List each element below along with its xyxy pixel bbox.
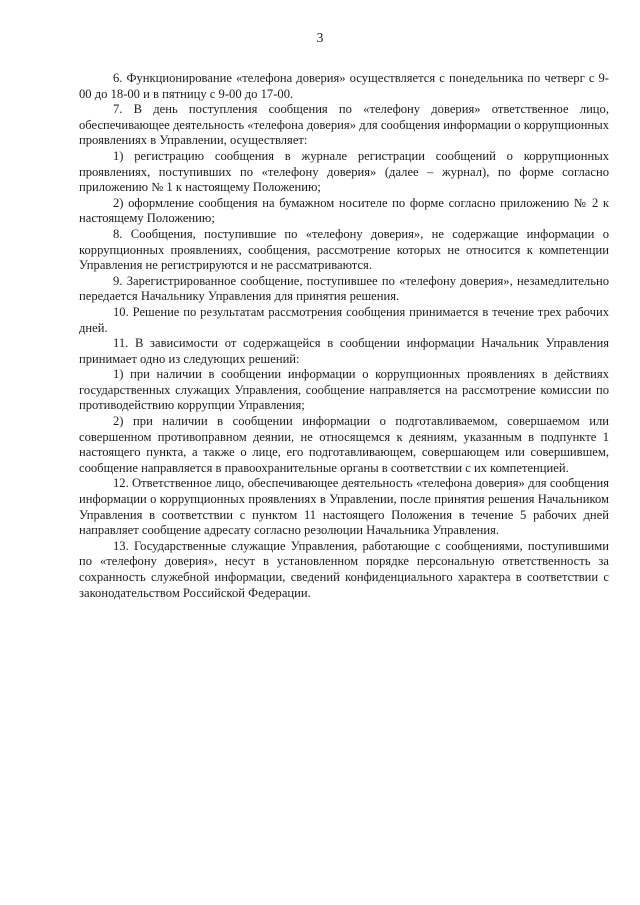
paragraph-6-hotline-hours: 6. Функционирование «телефона доверия» осуществляется с понедельника по четверг с 9-00 до 18-00 и в пятницу с 9-00 до 17-00. — [79, 71, 609, 101]
paragraph-7-item-2-paper-form: 2) оформление сообщения на бумажном носителе по форме согласно приложению № 2 к настоящему Положению; — [79, 195, 609, 226]
paragraph-13-responsibility: 13. Государственные служащие Управления, работающие с сообщениями, поступившими по «телефону доверия», несут в установленном порядке персональную ответственность за сохранность служебной информации, сведений конфиденциального характера в соответствии с законодательством Российской Федерации. — [79, 538, 609, 600]
paragraph-7-item-1-registration: 1) регистрацию сообщения в журнале регистрации сообщений о коррупционных проявлениях, поступивших по «телефону доверия» (далее – журнал), по форме согласно приложению № 1 к настоящему Положению; — [79, 148, 609, 195]
paragraph-11-decisions: 11. В зависимости от содержащейся в сообщении информации Начальник Управления принимает одно из следующих решений: — [79, 336, 609, 366]
paragraph-11-item-2-law-enforcement: 2) при наличии в сообщении информации о подготавливаемом, совершаемом или совершенном противоправном деянии, не относящемся к деяниям, указанным в подпункте 1 настоящего пункта, а также о лице, его подготавливающем, совершающем или совершившем, сообщение направляется в правоохранительные органы в соответствии с их компетенцией. — [79, 414, 609, 475]
paragraph-10-decision-term: 10. Решение по результатам рассмотрения сообщения принимается в течение трех рабочих дней. — [79, 304, 609, 335]
document-body — [79, 71, 609, 601]
paragraph-7-responsible-person: 7. В день поступления сообщения по «телефону доверия» ответственное лицо, обеспечивающее деятельность «телефона доверия» для сообщения информации о коррупционных проявлениях в Управлении, осуществляет: — [79, 102, 609, 148]
paragraph-9-transfer-to-head: 9. Зарегистрированное сообщение, поступившее по «телефону доверия», незамедлительно передается Начальнику Управления для принятия решения. — [79, 273, 609, 304]
paragraph-12-forwarding: 12. Ответственное лицо, обеспечивающее деятельность «телефона доверия» для сообщения информации о коррупционных проявлениях в Управлении, после принятия решения Начальником Управления в соответствии с пунктом 11 настоящего Положения в течение 5 рабочих дней направляет сообщение адресату согласно резолюции Начальника Управления. — [79, 476, 609, 538]
paragraph-11-item-1-commission: 1) при наличии в сообщении информации о коррупционных проявлениях в действиях государственных служащих Управления, сообщение направляется на рассмотрение комиссии по противодействию коррупции Управления; — [79, 367, 609, 413]
page-number: 3 — [316, 30, 324, 45]
paragraph-8-not-registered: 8. Сообщения, поступившие по «телефону доверия», не содержащие информации о коррупционных проявлениях, сообщения, рассмотрение которых не относится к компетенции Управления не регистрируются и не рассматриваются. — [79, 226, 609, 273]
